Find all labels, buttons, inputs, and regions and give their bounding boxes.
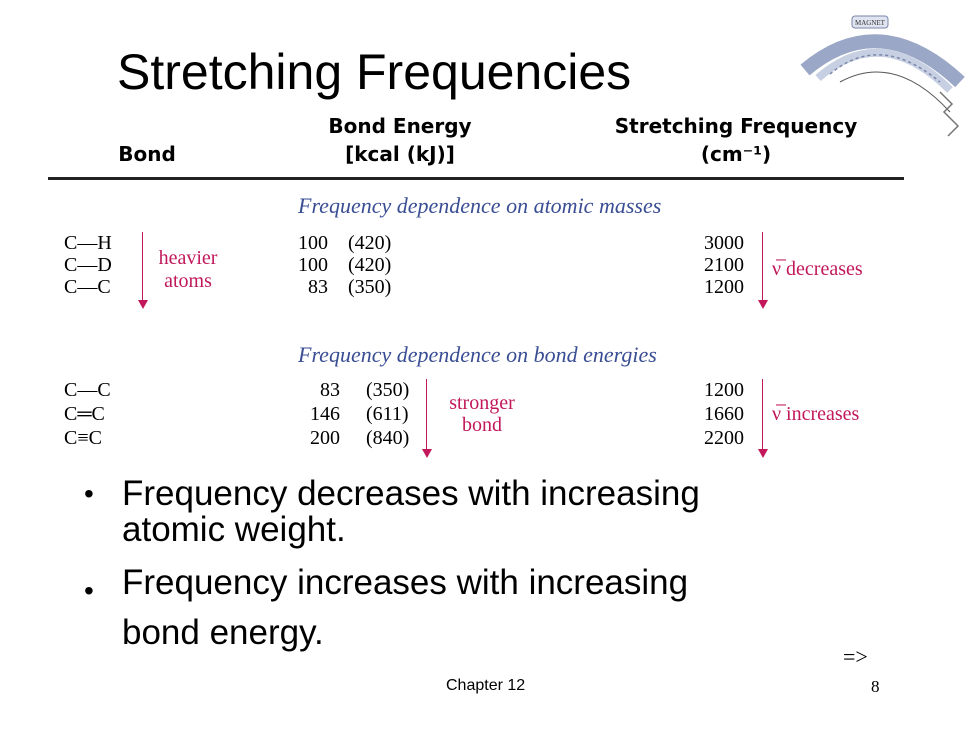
s2-row1-kj: (350) bbox=[366, 379, 410, 401]
s1-row2-bond: C—D bbox=[64, 254, 112, 276]
s1-row3-bond: C—C bbox=[64, 276, 111, 298]
s2-row2-freq: 1660 bbox=[704, 403, 744, 425]
s2-row1-bond: C—C bbox=[64, 379, 111, 401]
s1-row2-freq: 2100 bbox=[704, 254, 744, 276]
bullet-2-line1: Frequency increases with increasing bbox=[122, 563, 689, 602]
header-bond: Bond bbox=[118, 142, 176, 166]
bullet-1-line2: atomic weight. bbox=[122, 510, 346, 549]
s1-note-left-line2: atoms bbox=[164, 270, 212, 292]
chapter-label: Chapter 12 bbox=[446, 677, 526, 694]
s2-row3-kj: (840) bbox=[366, 427, 410, 449]
s1-row2-kj: (420) bbox=[348, 254, 392, 276]
bullet-dot-icon: • bbox=[84, 575, 94, 606]
s2-mid-arrow-icon bbox=[422, 449, 432, 458]
s2-row2-kj: (611) bbox=[366, 403, 409, 425]
s1-row1-bond: C—H bbox=[64, 232, 112, 254]
s1-note-right: ν̅ decreases bbox=[772, 258, 863, 280]
bullet-2-line2: bond energy. bbox=[122, 613, 324, 652]
s1-left-arrow-icon bbox=[138, 300, 148, 309]
page-number: 8 bbox=[871, 677, 880, 696]
s1-note-left-line1: heavier bbox=[158, 247, 218, 269]
s1-row3-freq: 1200 bbox=[704, 276, 744, 298]
s1-row1-kj: (420) bbox=[348, 232, 392, 254]
s1-left-bracket bbox=[142, 232, 143, 300]
s1-row1-freq: 3000 bbox=[704, 232, 744, 254]
s2-row1-kcal: 83 bbox=[320, 379, 340, 401]
s2-right-bracket bbox=[762, 379, 763, 449]
bullet-dot-icon: • bbox=[84, 478, 94, 509]
s1-right-bracket bbox=[762, 232, 763, 300]
s2-right-arrow-icon bbox=[758, 449, 768, 458]
s2-row2-kcal: 146 bbox=[310, 403, 340, 425]
bullet-list bbox=[84, 476, 884, 658]
s1-row3-kcal: 83 bbox=[308, 276, 328, 298]
s1-right-arrow-icon bbox=[758, 300, 768, 309]
s1-row1-kcal: 100 bbox=[298, 232, 328, 254]
header-energy-line1: Bond Energy bbox=[328, 114, 472, 138]
bullet-item-2 bbox=[84, 558, 884, 658]
s2-row3-kcal: 200 bbox=[310, 427, 340, 449]
s2-mid-bracket bbox=[426, 379, 427, 449]
section2-heading: Frequency dependence on bond energies bbox=[298, 342, 657, 367]
logo-label: MAGNET bbox=[855, 19, 885, 27]
slide-title: Stretching Frequencies bbox=[117, 44, 632, 100]
s2-row2-bond: C═C bbox=[64, 403, 105, 425]
logo-lattice bbox=[940, 92, 958, 136]
bullet-1-line1: Frequency decreases with increasing bbox=[122, 474, 700, 513]
s2-row1-freq: 1200 bbox=[704, 379, 744, 401]
s2-note-mid-line2: bond bbox=[462, 414, 502, 436]
header-rule bbox=[48, 177, 904, 180]
header-freq-line2: (cm⁻¹) bbox=[700, 142, 772, 166]
header-energy-line2: [kcal (kJ)] bbox=[345, 142, 455, 166]
s2-row3-freq: 2200 bbox=[704, 427, 744, 449]
bullet-item-1 bbox=[84, 476, 884, 548]
section1-heading: Frequency dependence on atomic masses bbox=[298, 193, 662, 218]
header-freq-line1: Stretching Frequency bbox=[614, 114, 858, 138]
s2-note-right: ν̅ increases bbox=[772, 403, 860, 425]
s2-row3-bond: C≡C bbox=[64, 427, 102, 449]
s1-row2-kcal: 100 bbox=[298, 254, 328, 276]
s2-note-mid-line1: stronger bbox=[449, 392, 515, 414]
next-slide-link[interactable]: => bbox=[843, 644, 868, 669]
s1-row3-kj: (350) bbox=[348, 276, 392, 298]
